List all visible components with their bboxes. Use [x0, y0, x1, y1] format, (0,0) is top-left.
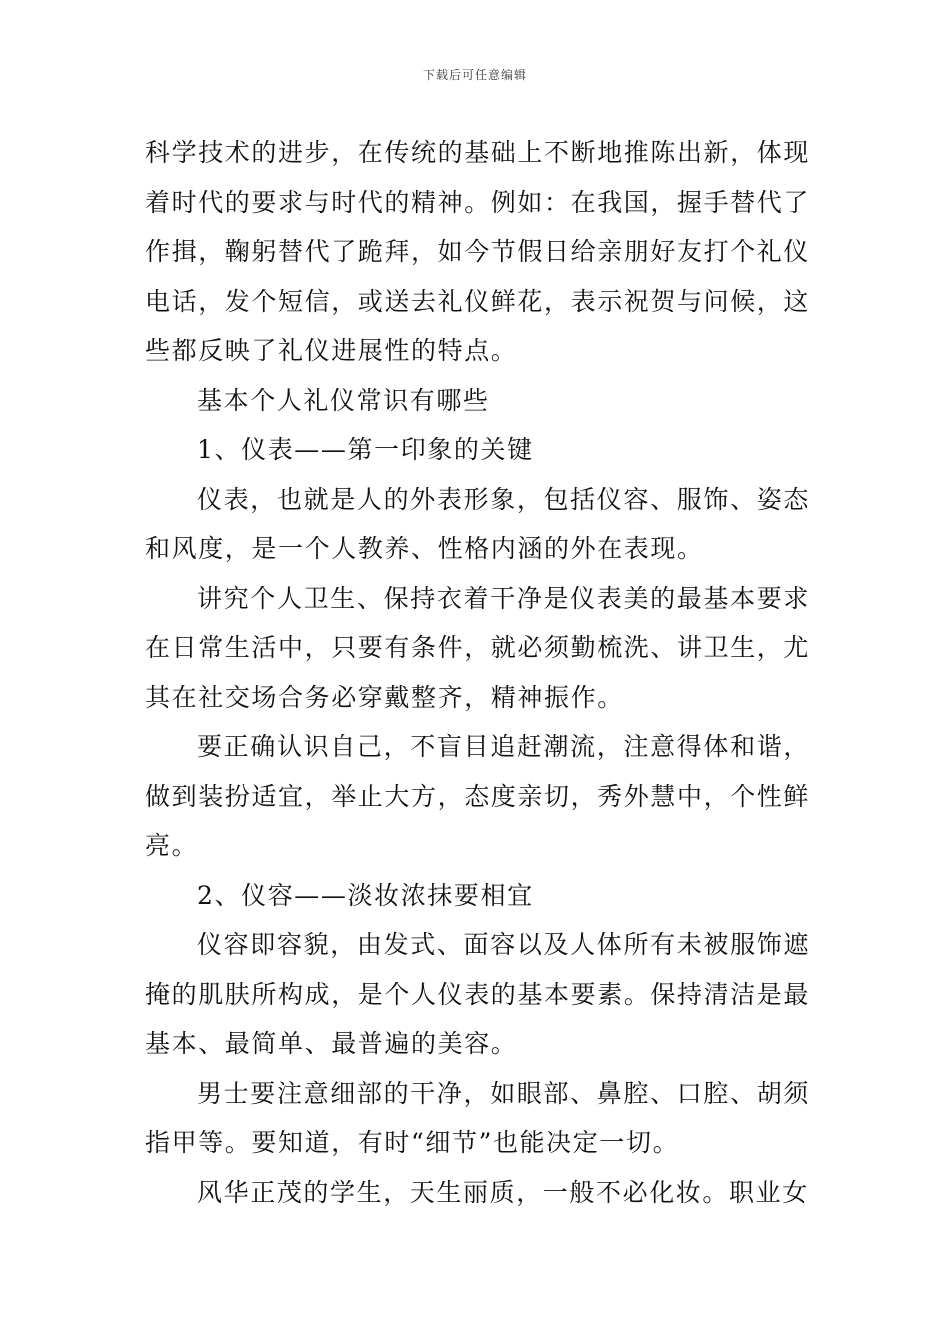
page-header: 下载后可任意编辑: [422, 68, 527, 82]
paragraph: 仪容即容貌，由发式、面容以及人体所有未被服饰遮掩的肌肤所构成，是个人仪表的基本要素。保持清洁是最基本、最简单、最普遍的美容。: [145, 930, 811, 1058]
document-body: [145, 128, 810, 1217]
paragraph: 讲究个人卫生、保持衣着干净是仪表美的最基本要求在日常生活中，只要有条件，就必须勤梳洗、讲卫生，尤其在社交场合务必穿戴整齐，精神振作。: [145, 583, 811, 712]
subsection-heading-appearance: 1、仪表——第一印象的关键: [197, 435, 534, 464]
subsection-heading-grooming: 2、仪容——淡妆浓抹要相宜: [197, 880, 534, 910]
paragraph-intro: 科学技术的进步，在传统的基础上不断地推陈出新，体现着时代的要求与时代的精神。例如：在我国，握手替代了作揖，鞠躬替代了跪拜，如今节假日给亲朋好友打个礼仪电话，发个短信，或送去礼仪鲜花，表示祝贺与问候，这些都反映了礼仪进展性的特点。: [145, 138, 811, 365]
section-heading: 基本个人礼仪常识有哪些: [197, 385, 490, 415]
paragraph: 男士要注意细部的干净，如眼部、鼻腔、口腔、胡须指甲等。要知道，有时“细节”也能决定一切。: [145, 1078, 810, 1157]
paragraph: 要正确认识自己，不盲目追赶潮流，注意得体和谐，做到装扮适宜，举止大方，态度亲切，秀外慧中，个性鲜亮。: [145, 732, 811, 860]
paragraph: 风华正茂的学生，天生丽质，一般不必化妆。职业女: [197, 1177, 809, 1207]
paragraph: 仪表，也就是人的外表形象，包括仪容、服饰、姿态和风度，是一个人教养、性格内涵的外在表现。: [145, 484, 810, 563]
